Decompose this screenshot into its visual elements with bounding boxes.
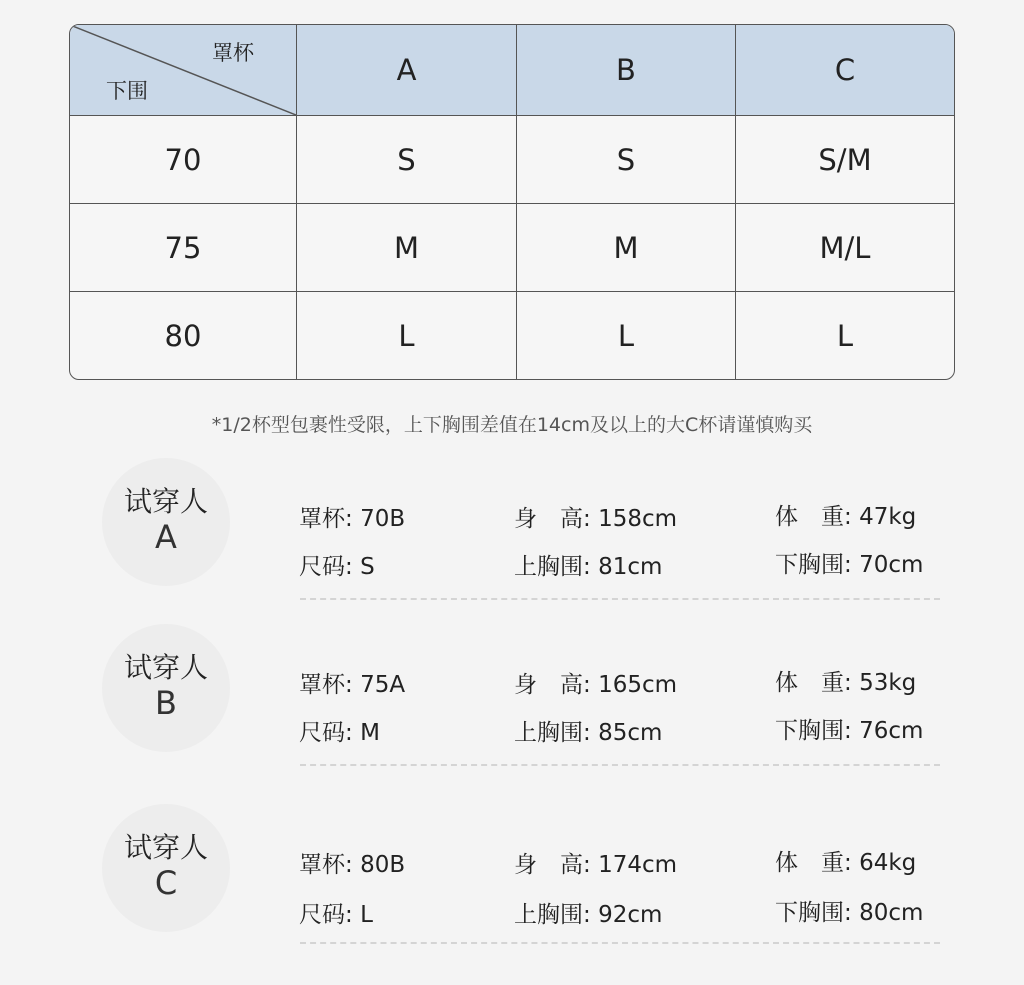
tester-badge — [102, 804, 230, 932]
band-75: 75 — [70, 204, 297, 292]
diagonal-divider — [70, 25, 296, 115]
size-cell: L — [297, 292, 517, 379]
tester-letter: B — [155, 684, 177, 722]
tester-upper-bust: 上胸围: 81cm — [514, 554, 663, 580]
tester-under-bust: 下胸围: 80cm — [775, 900, 924, 926]
tester-letter: C — [154, 864, 178, 902]
tester-under-bust: 下胸围: 70cm — [775, 552, 924, 578]
cup-header-c: C — [736, 25, 954, 116]
size-chart-table — [69, 24, 955, 380]
band-80: 80 — [70, 292, 297, 379]
tester-title: 试穿人 — [123, 485, 208, 518]
size-cell: L — [517, 292, 736, 379]
tester-block-c — [0, 804, 1024, 954]
divider — [300, 942, 940, 944]
tester-title: 试穿人 — [123, 651, 208, 684]
fit-note: *1/2杯型包裹性受限，上下胸围差值在14cm及以上的大C杯请谨慎购买 — [211, 414, 813, 436]
tester-size: 尺码: M — [299, 720, 380, 746]
tester-weight: 体 重: 64kg — [775, 850, 917, 876]
cup-header-b: B — [517, 25, 736, 116]
tester-cup: 罩杯: 75A — [299, 672, 406, 698]
size-cell: S/M — [736, 116, 954, 204]
tester-height: 身 高: 165cm — [514, 672, 678, 698]
tester-badge — [102, 624, 230, 752]
tester-block-a — [0, 458, 1024, 608]
size-cell: S — [517, 116, 736, 204]
tester-cup: 罩杯: 80B — [299, 852, 406, 878]
tester-size: 尺码: L — [299, 902, 373, 928]
divider — [300, 764, 940, 766]
divider — [300, 598, 940, 600]
band-70: 70 — [70, 116, 297, 204]
size-cell: L — [836, 318, 854, 353]
tester-under-bust: 下胸围: 76cm — [775, 718, 924, 744]
tester-letter: A — [155, 518, 177, 556]
cup-header-a: A — [297, 25, 517, 116]
tester-upper-bust: 上胸围: 92cm — [514, 902, 663, 928]
tester-block-b — [0, 624, 1024, 774]
tester-size: 尺码: S — [299, 554, 375, 580]
tester-weight: 体 重: 47kg — [775, 504, 917, 530]
cup-axis-label: 罩杯 — [212, 41, 254, 65]
table-corner-header — [70, 25, 297, 116]
size-cell: S — [297, 116, 517, 204]
tester-weight: 体 重: 53kg — [775, 670, 917, 696]
tester-title: 试穿人 — [123, 831, 208, 864]
band-axis-label: 下围 — [106, 79, 148, 103]
tester-height: 身 高: 158cm — [514, 506, 678, 532]
tester-cup: 罩杯: 70B — [299, 506, 406, 532]
tester-height: 身 高: 174cm — [514, 852, 678, 878]
size-cell: M/L — [736, 204, 954, 292]
tester-upper-bust: 上胸围: 85cm — [514, 720, 663, 746]
size-cell: M — [517, 204, 736, 292]
tester-badge — [102, 458, 230, 586]
size-cell: M — [297, 204, 517, 292]
